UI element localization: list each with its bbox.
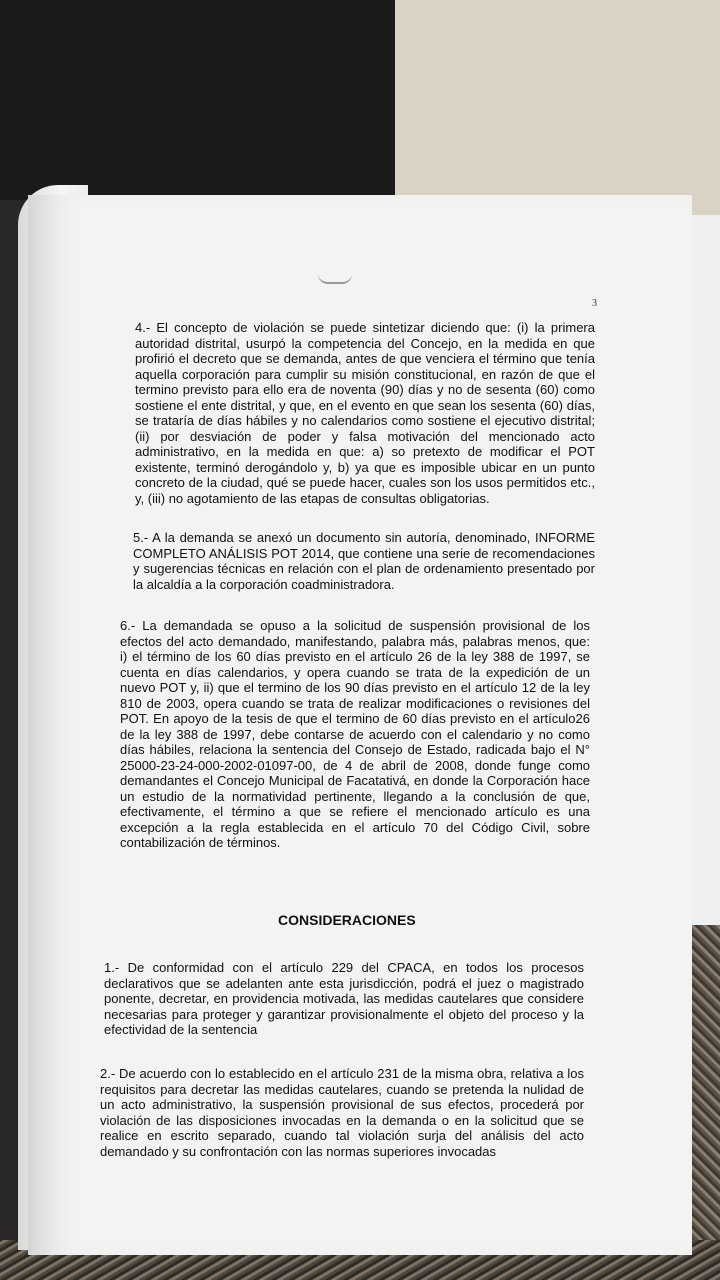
page-number: 3 xyxy=(592,298,597,309)
paragraph-5: 5.- A la demanda se anexó un documento sin autoría, denominado, INFORME COMPLETO ANÁLISIS POT 2014, que contiene una serie de recomendaciones y sugerencias técnicas en relación con el plan de ordenamiento presentado por la alcaldía a la corporación coadministradora. xyxy=(133,530,595,592)
background-dark xyxy=(0,0,395,200)
background-wall xyxy=(395,0,720,215)
paragraph-6: 6.- La demandada se opuso a la solicitud de suspensión provisional de los efectos del acto demandado, manifestando, palabra más, palabras menos, que: i) el término de los 60 días previsto en el artículo 26 de la ley 388 de 1997, se cuenta en días calendarios, y opera cuando se trata de la expedición de un nuevo POT y, ii) que el termino de los 90 días previsto en el artículo 12 de la ley 810 de 2003, opera cuando se trata de realizar modificaciones o revisiones del POT. En apoyo de la tesis de que el termino de 60 días previsto en el artículo26 de la ley 388 de 1997, debe contarse de acuerdo con el calendario y no como días hábiles, relaciona la sentencia del Consejo de Estado, radicada bajo el N° 25000-23-24-000-2002-01097-00, de 4 de abril de 2008, donde funge como demandantes el Concejo Municipal de Facatativá, en donde la Corporación hace un estudio de la normatividad pertinente, llegando a la conclusión de que, efectivamente, el término a que se refiere el mencionado artículo es una excepción a la regla establecida en el artículo 70 del Código Civil, sobre contabilización de términos. xyxy=(120,618,590,850)
background-right xyxy=(692,215,720,925)
paragraph-4: 4.- El concepto de violación se puede sintetizar diciendo que: (i) la primera autoridad distrital, usurpó la competencia del Concejo, en la medida en que profirió el decreto que se demanda, antes de que venciera el término que tenía aquella corporación para cumplir su misión constitucional, en razón de que el termino previsto para ello era de noventa (90) días y no de sesenta (60) como sostiene el ente distrital, y que, en el evento en que sean los sesenta (60) días, se trataría de días hábiles y no calendarios como sostiene el ejecutivo distrital; (ii) por desviación de poder y falsa motivación del mencionado acto administrativo, en la medida en que: a) so pretexto de modificar el POT existente, terminó derogándolo y, b) ya que es imposible ubicar en un punto concreto de la ciudad, qué se puede hacer, cuales son los usos permitidos etc., y, (iii) no agotamiento de las etapas de consultas obligatorias. xyxy=(135,320,595,506)
staple-mark xyxy=(318,272,352,284)
consideration-2: 2.- De acuerdo con lo establecido en el artículo 231 de la misma obra, relativa a los requisitos para decretar las medidas cautelares, cuando se pretenda la nulidad de un acto administrativo, la suspensión provisional de sus efectos, procederá por violación de las disposiciones invocadas en la demanda o en la solicitud que se realice en escrito separado, cuando tal violación surja del análisis del acto demandado y su confrontación con las normas superiores invocadas xyxy=(100,1066,584,1159)
section-heading: CONSIDERACIONES xyxy=(278,912,416,928)
consideration-1: 1.- De conformidad con el artículo 229 del CPACA, en todos los procesos declarativos que se adelanten ante esta jurisdicción, podrá el juez o magistrado ponente, decretar, en providencia motivada, las medidas cautelares que considere necesarias para proteger y garantizar provisionalmente el objeto del proceso y la efectividad de la sentencia xyxy=(104,960,584,1037)
